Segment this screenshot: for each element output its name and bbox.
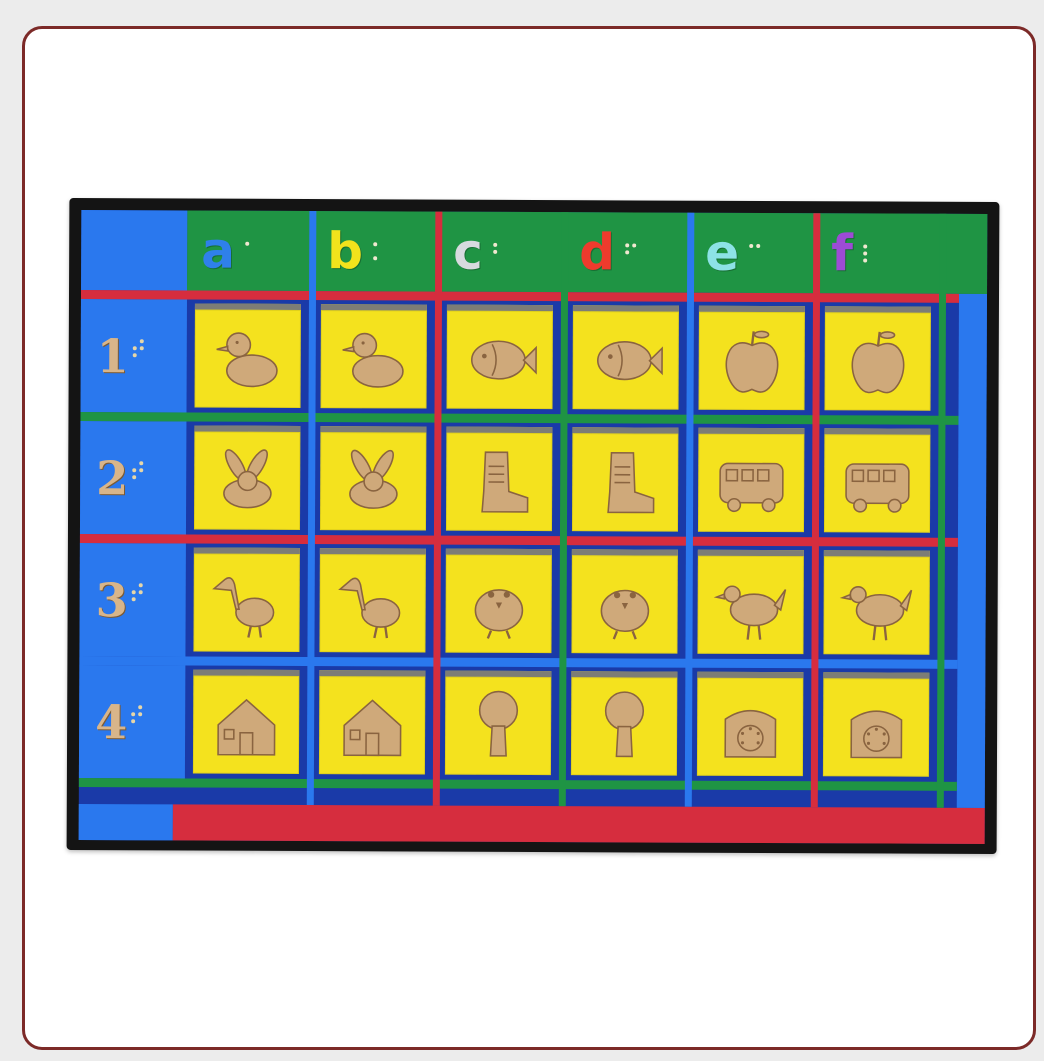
puzzle-piece-e3[interactable] xyxy=(697,550,803,654)
row-header-4 xyxy=(79,665,185,778)
puzzle-piece-d1[interactable] xyxy=(573,305,679,409)
column-letter: a xyxy=(201,221,236,280)
puzzle-piece-b2[interactable] xyxy=(320,426,426,530)
row-number: 3 xyxy=(95,572,128,627)
grid-line-vertical xyxy=(685,213,695,807)
header-fill xyxy=(943,214,987,294)
right-strip xyxy=(957,294,987,808)
telephone-icon xyxy=(836,688,917,767)
board-corner xyxy=(81,210,187,290)
grid-line-horizontal xyxy=(80,534,958,547)
puzzle-piece-d3[interactable] xyxy=(571,549,677,653)
grid-line-vertical xyxy=(433,212,443,806)
row-header-2 xyxy=(80,421,186,534)
fish-icon xyxy=(459,320,540,399)
braille-dots xyxy=(132,583,144,602)
column-header-e xyxy=(691,213,817,294)
bunny-icon xyxy=(207,441,288,520)
grid-line-vertical xyxy=(559,212,569,806)
puzzle-piece-d2[interactable] xyxy=(572,427,678,531)
puzzle-piece-c2[interactable] xyxy=(446,427,552,531)
grid-line-vertical xyxy=(937,214,947,808)
puzzle-piece-b3[interactable] xyxy=(319,548,425,652)
puzzle-piece-f1[interactable] xyxy=(825,306,931,410)
board-surface xyxy=(79,210,988,844)
bottom-red xyxy=(173,804,985,844)
chick-icon xyxy=(584,565,665,644)
boot-icon xyxy=(585,443,666,522)
puzzle-piece-e1[interactable] xyxy=(699,306,805,410)
row-number: 4 xyxy=(95,694,128,749)
puzzle-piece-c4[interactable] xyxy=(445,671,551,775)
telephone-icon xyxy=(710,688,791,767)
braille-dots xyxy=(133,339,145,358)
column-header-b xyxy=(313,211,439,292)
pelican-icon xyxy=(206,563,287,642)
puzzle-piece-a1[interactable] xyxy=(195,304,301,408)
puzzle-piece-c1[interactable] xyxy=(447,305,553,409)
chick-icon xyxy=(458,564,539,643)
puzzle-piece-f2[interactable] xyxy=(824,428,930,532)
puzzle-piece-e4[interactable] xyxy=(697,672,803,776)
column-letter: f xyxy=(831,224,854,283)
house-icon xyxy=(206,685,287,764)
braille-dots xyxy=(131,705,143,724)
puzzle-piece-f3[interactable] xyxy=(823,550,929,654)
puzzle-piece-a3[interactable] xyxy=(193,548,299,652)
row-header-3 xyxy=(79,543,185,656)
apple-icon xyxy=(837,322,918,401)
braille-dots xyxy=(493,242,505,261)
puzzle-piece-b1[interactable] xyxy=(321,304,427,408)
braille-dots xyxy=(863,244,875,263)
duck-icon xyxy=(207,319,288,398)
braille-dots xyxy=(132,461,144,480)
apple-icon xyxy=(711,322,792,401)
pelican-icon xyxy=(332,564,413,643)
column-header-f xyxy=(817,213,943,294)
column-header-a xyxy=(187,210,313,291)
bus-icon xyxy=(711,444,792,523)
puzzle-piece-a2[interactable] xyxy=(194,426,300,530)
tree-icon xyxy=(458,686,539,765)
tree-icon xyxy=(584,687,665,766)
column-letter: d xyxy=(579,223,616,282)
hen-icon xyxy=(836,566,917,645)
column-letter: b xyxy=(327,222,364,281)
braille-dots xyxy=(373,242,385,261)
puzzle-piece-e2[interactable] xyxy=(698,428,804,532)
puzzle-piece-a4[interactable] xyxy=(193,670,299,774)
grid-line-horizontal xyxy=(79,778,957,791)
column-header-d xyxy=(565,212,691,293)
hen-icon xyxy=(710,566,791,645)
fish-icon xyxy=(585,321,666,400)
house-icon xyxy=(332,686,413,765)
puzzle-piece-b4[interactable] xyxy=(319,670,425,774)
row-number: 1 xyxy=(96,328,129,383)
puzzle-piece-c3[interactable] xyxy=(445,549,551,653)
grid-line-horizontal xyxy=(80,412,958,425)
bunny-icon xyxy=(333,442,414,521)
braille-dots xyxy=(749,243,761,262)
duck-icon xyxy=(333,320,414,399)
column-letter: e xyxy=(705,223,740,282)
grid-line-horizontal xyxy=(79,656,957,669)
grid-line-vertical xyxy=(307,211,317,805)
column-header-c xyxy=(439,212,565,293)
braille-dots xyxy=(625,243,637,262)
matching-board xyxy=(67,198,1000,854)
bottom-blue xyxy=(79,804,173,840)
puzzle-piece-f4[interactable] xyxy=(823,672,929,776)
row-header-1 xyxy=(80,299,186,412)
grid-line-vertical xyxy=(811,213,821,807)
row-number: 2 xyxy=(96,450,129,505)
braille-dots xyxy=(245,241,257,260)
column-letter: c xyxy=(453,222,483,281)
bus-icon xyxy=(837,444,918,523)
boot-icon xyxy=(459,442,540,521)
puzzle-piece-d4[interactable] xyxy=(571,671,677,775)
